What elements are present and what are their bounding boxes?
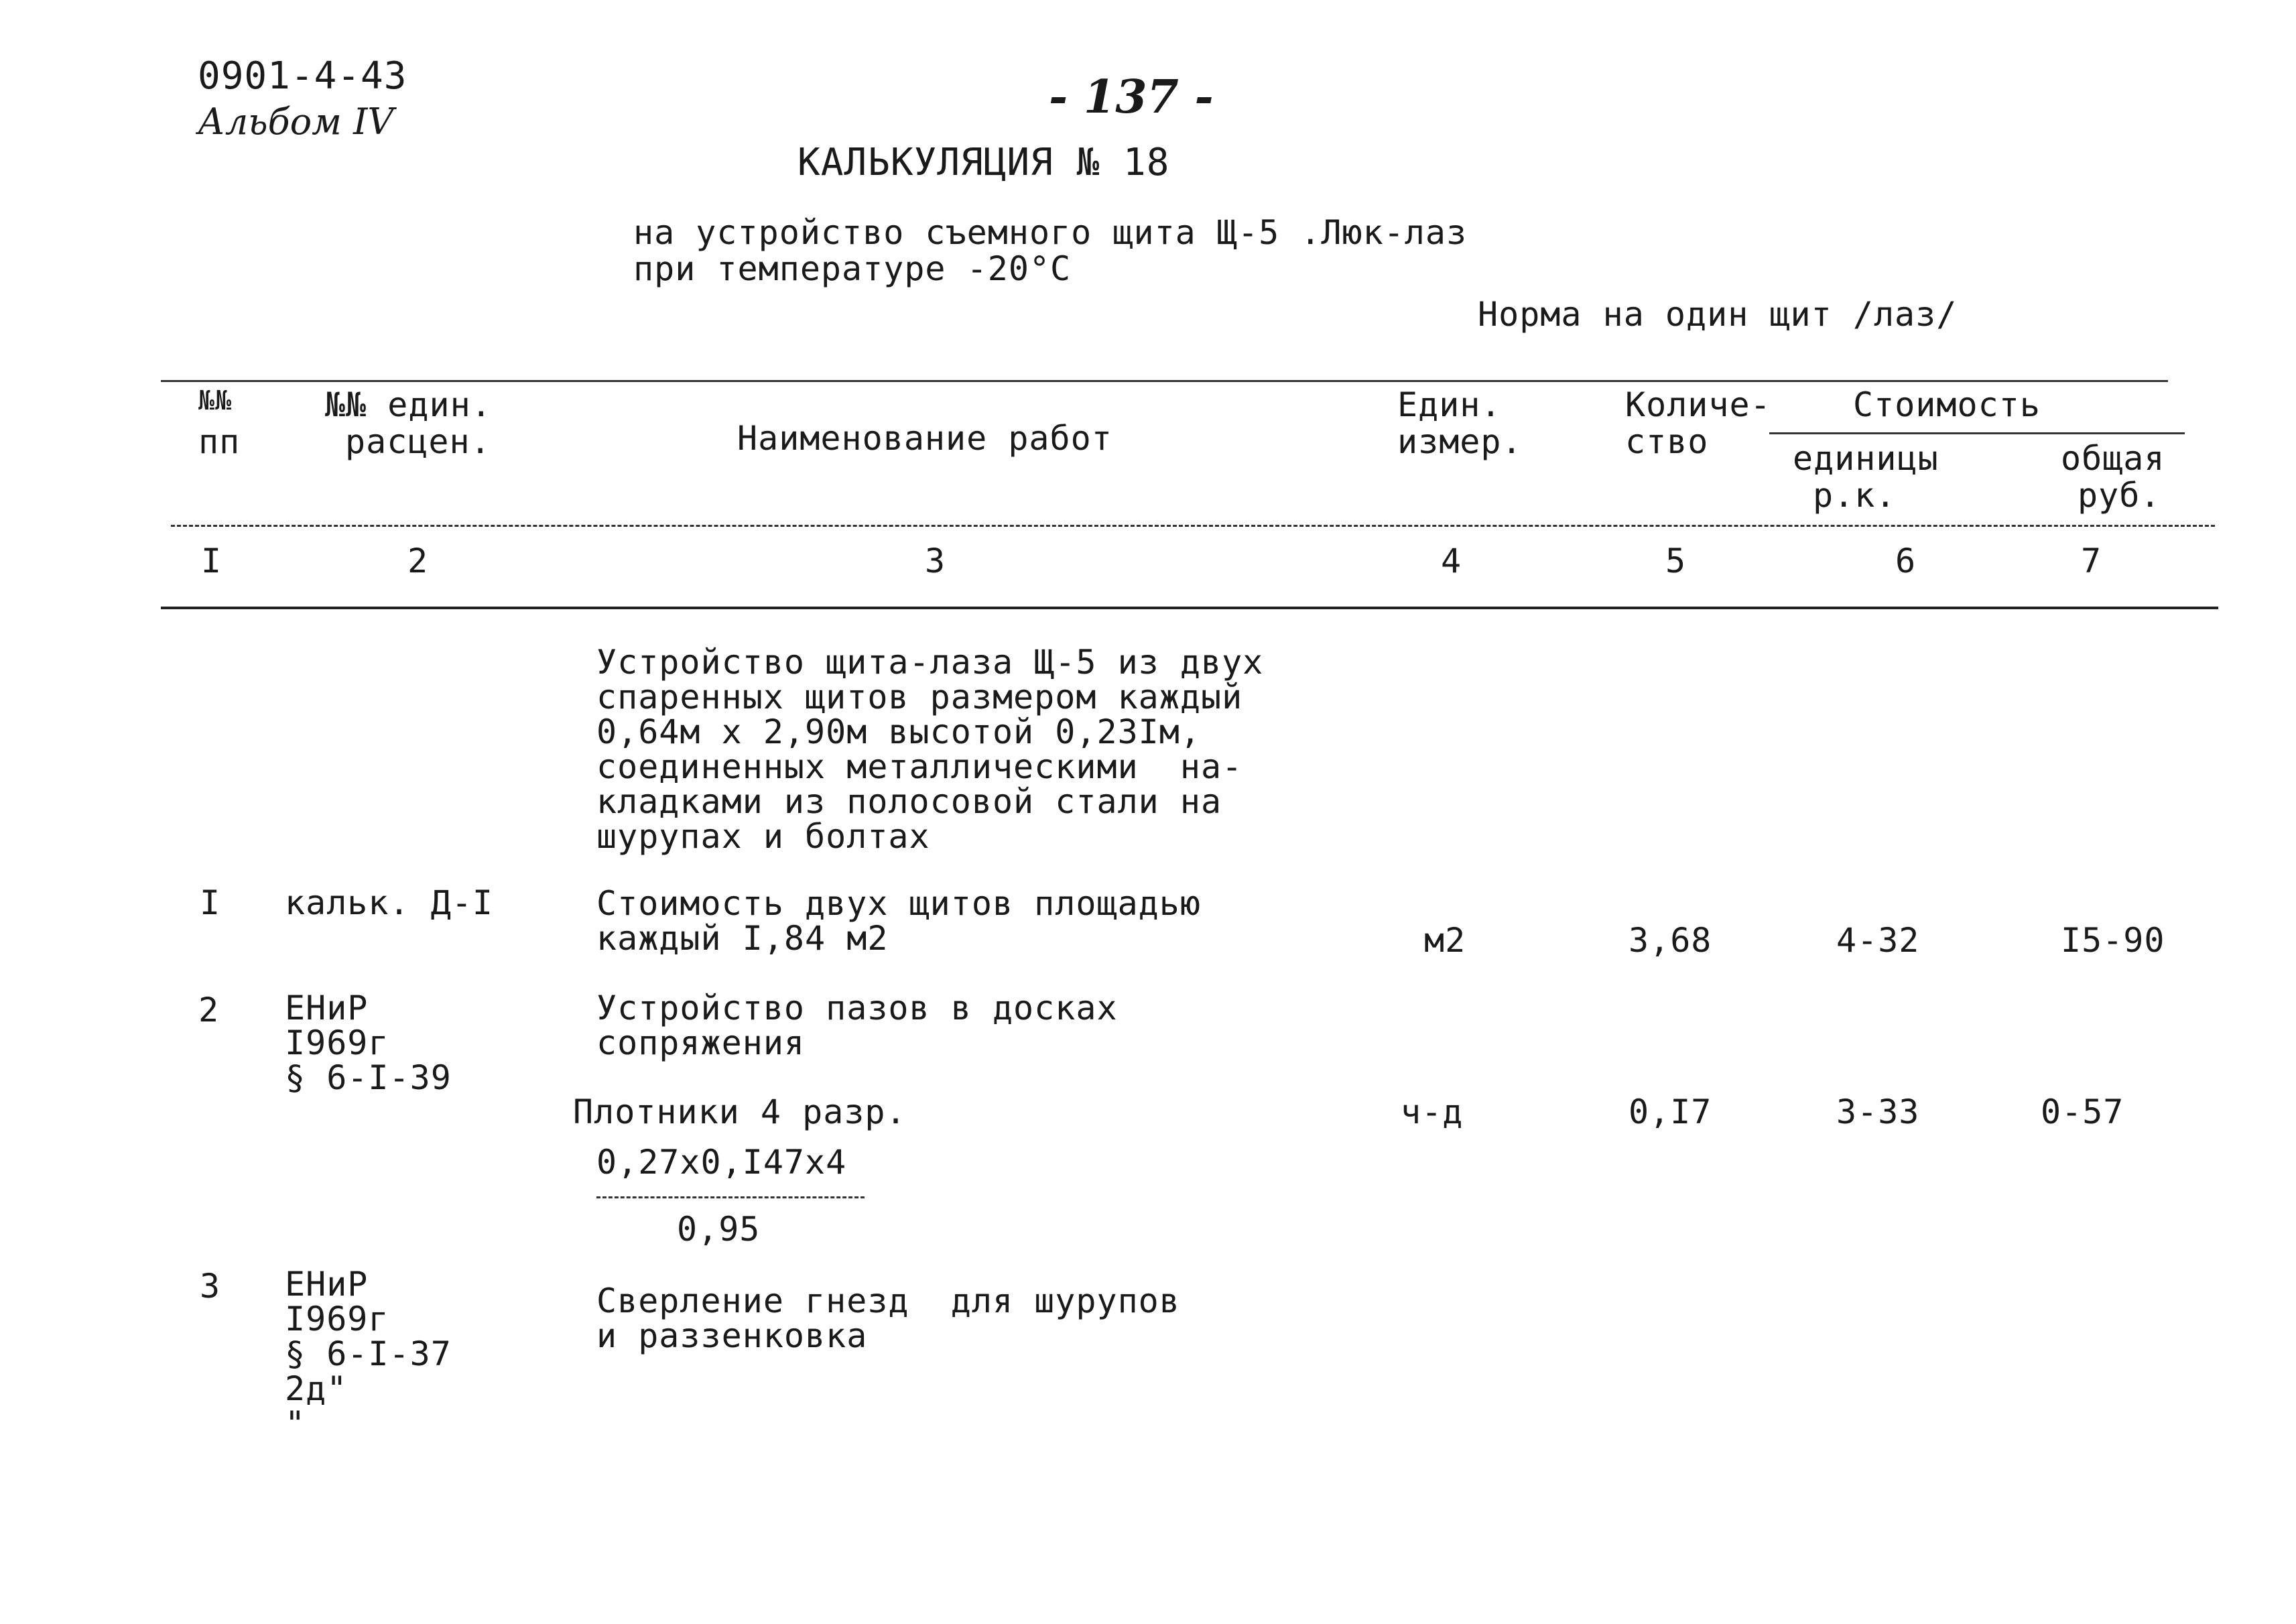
- document-code: 0901-4-43: [198, 54, 407, 98]
- row1-number: I: [200, 883, 221, 922]
- row1-unit: м2: [1424, 921, 1466, 960]
- col4-header-line1: Един.: [1397, 385, 1502, 424]
- page-title: КАЛЬКУЛЯЦИЯ № 18: [798, 141, 1170, 184]
- col2-header-line2: расцен.: [345, 422, 491, 461]
- row1-reference: кальк. Д-I: [285, 883, 494, 922]
- col3-header: Наименование работ: [737, 419, 1112, 458]
- subtitle-line-1: на устройство съемного щита Щ-5 .Люк-лаз: [633, 213, 1468, 252]
- row2a-quantity: 0,I7: [1629, 1092, 1712, 1131]
- subtitle-line-2: при температуре -20°С: [633, 249, 1072, 288]
- col6-header-line1: единицы: [1793, 439, 1939, 478]
- row2-number: 2: [198, 991, 220, 1029]
- row1-quantity: 3,68: [1629, 921, 1712, 960]
- cost-group-header: Стоимость: [1853, 385, 2041, 424]
- formula-fraction-line: [596, 1196, 865, 1198]
- column-number-2: 2: [407, 542, 429, 580]
- row2-name: Устройство пазов в досках сопряжения: [596, 989, 1118, 1062]
- col5-header-line1: Количе-: [1625, 385, 1771, 424]
- row2a-unit-cost: 3-33: [1836, 1092, 1920, 1131]
- column-number-5: 5: [1665, 542, 1687, 580]
- col2-header-line1: №№ един.: [325, 385, 492, 424]
- page-number: - 137 -: [1049, 70, 1214, 124]
- row1-unit-cost: 4-32: [1836, 921, 1920, 960]
- row1-name: Стоимость двух щитов площадью каждый I,84 м2: [596, 884, 1201, 958]
- col7-header-line1: общая: [2061, 439, 2165, 478]
- row3-reference: ЕНиР I969г § 6-I-37 2д" ": [285, 1265, 452, 1443]
- intro-description: Устройство щита-лаза Щ-5 из двух спаренных щитов размером каждый 0,64м х 2,90м высотой 0,23Iм, соединенных металлическими на- кладками из полосовой стали на шурупах и болтах: [596, 643, 1264, 856]
- header-divider-rule: [171, 525, 2215, 527]
- row3-number: 3: [200, 1267, 221, 1306]
- cost-group-rule: [1769, 432, 2185, 434]
- row3-name: Сверление гнезд для шурупов и раззенковка: [596, 1282, 1180, 1355]
- row2a-total: 0-57: [2041, 1092, 2124, 1131]
- table-header-bottom-rule: [161, 607, 2218, 609]
- col4-header-line2: измер.: [1397, 422, 1523, 461]
- col6-header-line2: р.к.: [1813, 476, 1897, 515]
- col1-header-line2: пп: [198, 422, 241, 461]
- row2a-unit: ч-д: [1401, 1092, 1464, 1131]
- row2a-formula-numerator: 0,27х0,I47х4: [596, 1143, 847, 1182]
- column-number-3: 3: [925, 542, 946, 580]
- column-number-6: 6: [1895, 542, 1917, 580]
- row2a-formula-denominator: 0,95: [677, 1210, 761, 1249]
- col7-header-line2: руб.: [2078, 476, 2161, 515]
- row2-reference: ЕНиР I969г § 6-I-39: [285, 989, 452, 1097]
- column-number-7: 7: [2081, 542, 2102, 580]
- col1-header-line1: №№: [198, 385, 233, 416]
- table-top-rule: [161, 380, 2168, 382]
- column-number-4: 4: [1441, 542, 1462, 580]
- column-number-1: I: [201, 542, 222, 580]
- row2a-name: Плотники 4 разр.: [573, 1092, 907, 1131]
- row1-total: I5-90: [2061, 921, 2165, 960]
- col5-header-line2: ство: [1625, 422, 1709, 461]
- norm-label: Норма на один щит /лаз/: [1478, 295, 1958, 334]
- album-label: Альбом IV: [198, 101, 394, 143]
